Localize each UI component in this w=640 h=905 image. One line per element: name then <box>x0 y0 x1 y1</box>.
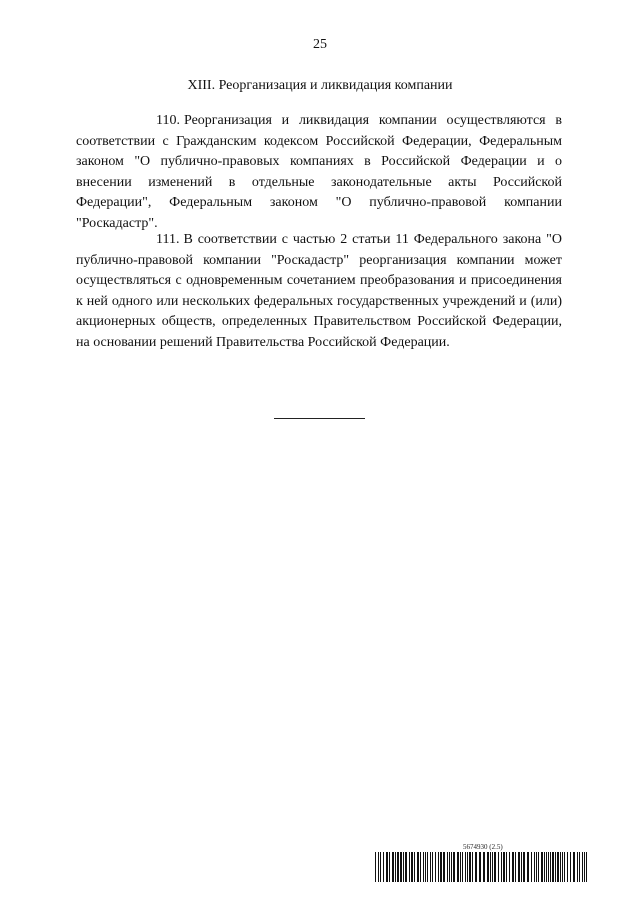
page-number: 25 <box>313 37 327 52</box>
paragraph-number: 111. <box>156 232 180 247</box>
section-title: XIII. Реорганизация и ликвидация компании <box>187 78 453 93</box>
paragraph-111 <box>76 230 562 353</box>
barcode-label: 5674930 (2.5) <box>463 843 503 851</box>
barcode-block <box>375 843 590 885</box>
paragraph-text: В соответствии с частью 2 статьи 11 Федерального закона "О публично-правовой компании "Роскадастр" реорганизация компании может осуществляться с одновременным сочетанием преобразования и присоединения к ней одного или нескольких федеральных государственных учреждений и (или) акционерных обществ, определенных Правительством Российской Федерации, на основании решений Правительства Российской Федерации. <box>76 232 562 350</box>
paragraph-110 <box>76 111 562 234</box>
paragraph-text: Реорганизация и ликвидация компании осуществляются в соответствии с Гражданским кодексом Российской Федерации, Федеральным законом "О публично-правовых компаниях в Российской Федерации и о внесении изменений в отдельные законодательные акты Российской Федерации", Федеральным законом "О публично-правовой компании "Роскадастр". <box>76 113 562 231</box>
barcode-icon <box>375 852 588 882</box>
end-separator-line <box>274 418 365 419</box>
paragraph-number: 110. <box>156 113 180 128</box>
